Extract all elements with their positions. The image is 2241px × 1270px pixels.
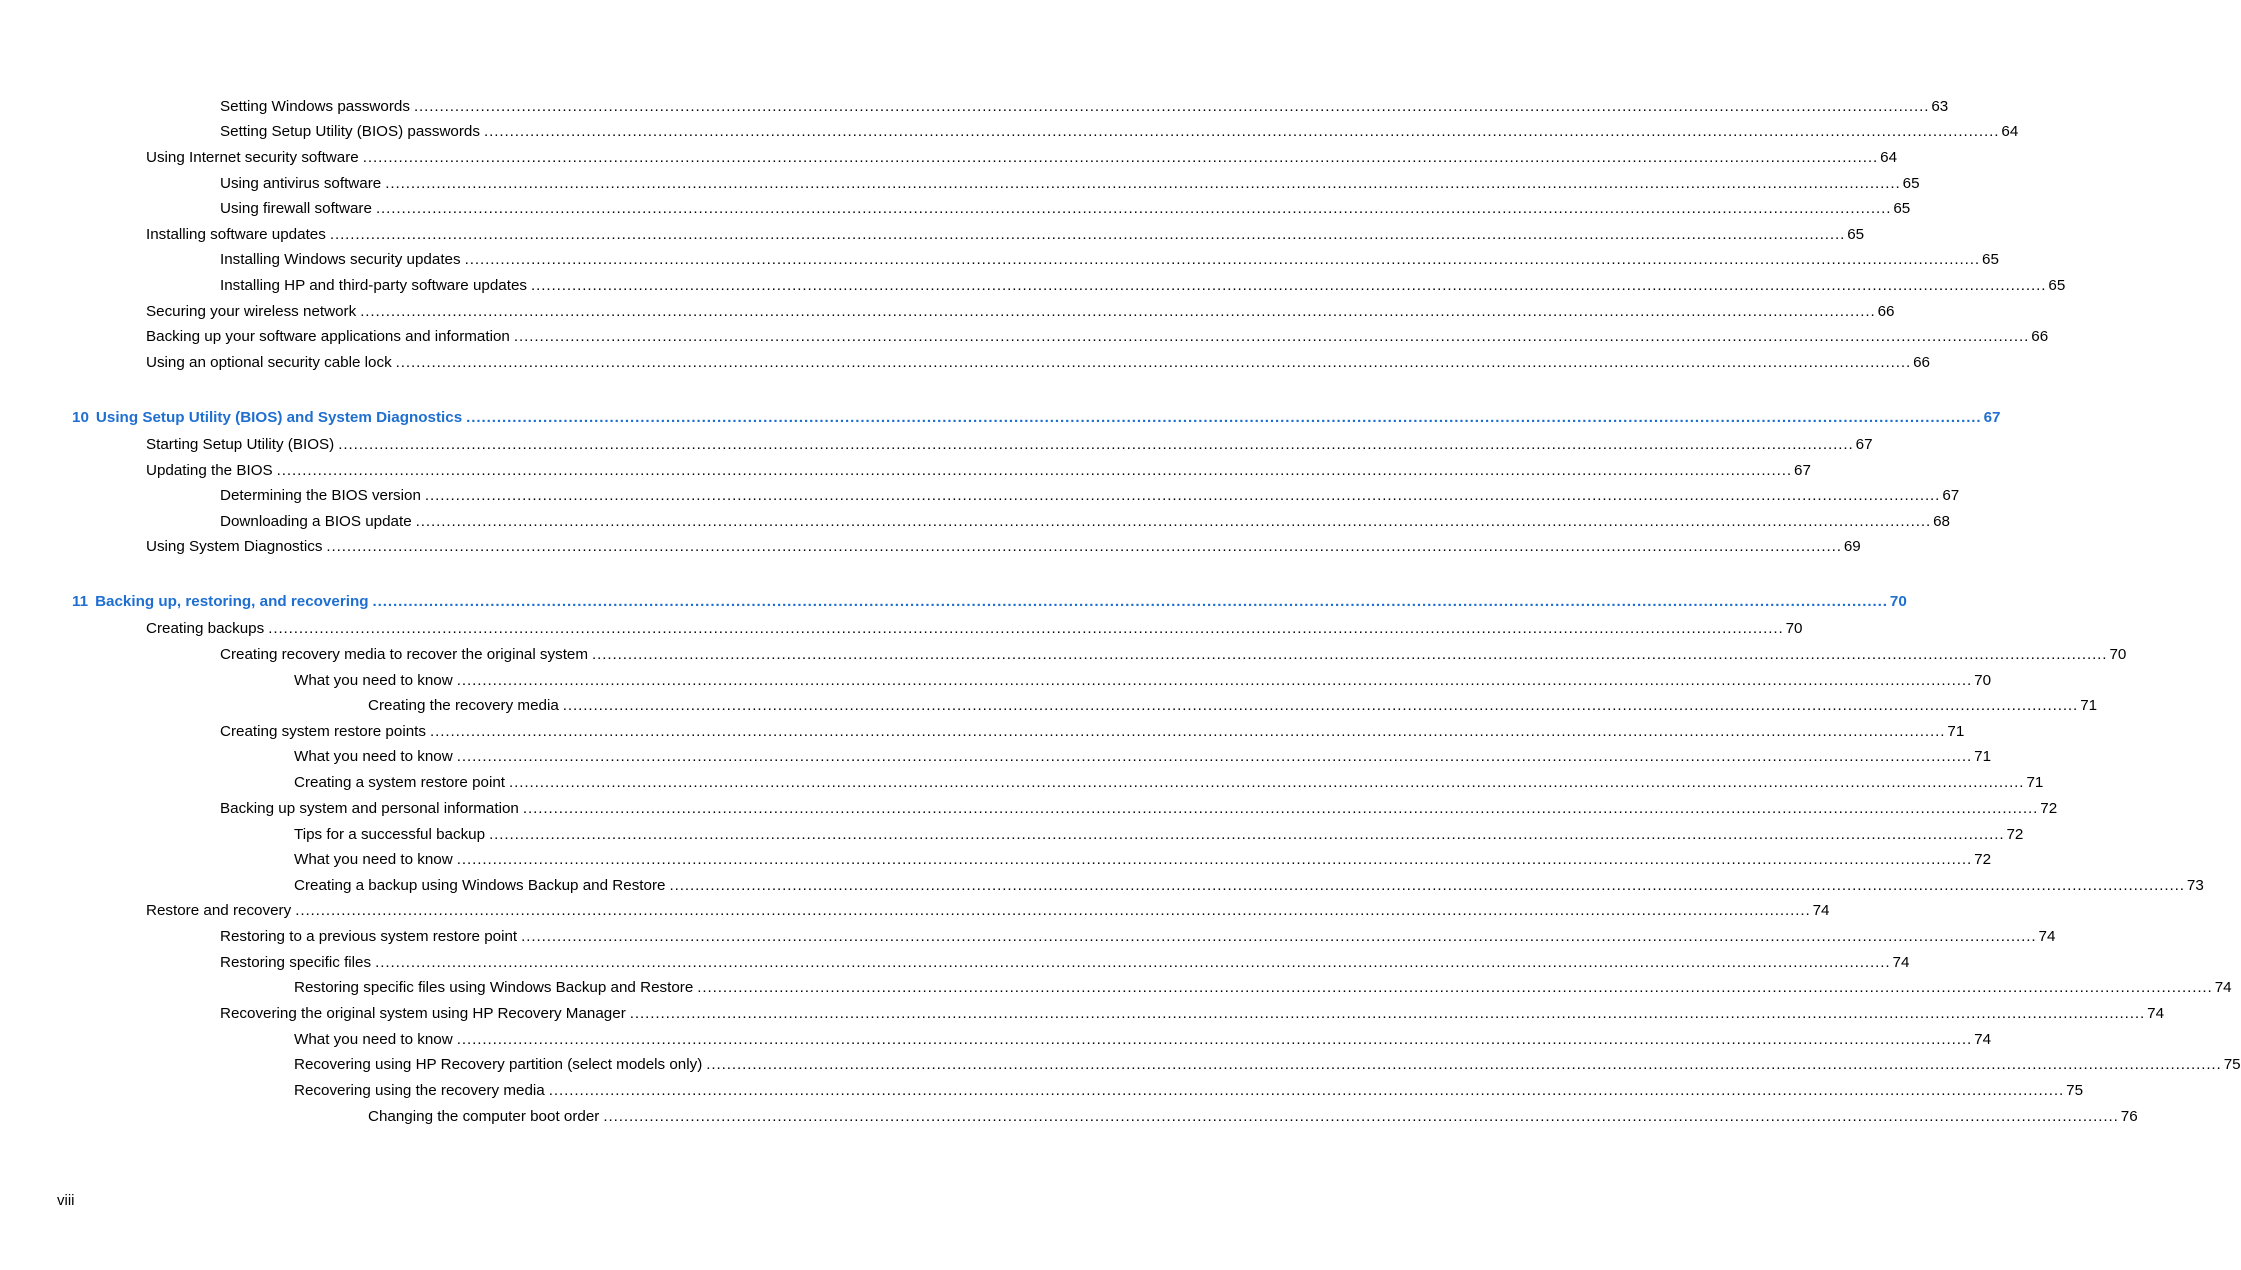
toc-entry[interactable] <box>0 435 1873 455</box>
toc-page-number: 68 <box>1933 513 1950 530</box>
toc-entry[interactable] <box>0 722 1965 742</box>
toc-dot-leader: ........................................................................................................................................................................................................................................................................................................ <box>295 902 1811 919</box>
toc-dot-leader: ........................................................................................................................................................................................................................................................................................................ <box>456 1031 1973 1048</box>
toc-entry-title: What you need to know <box>294 748 453 765</box>
toc-chapter-title <box>72 408 466 428</box>
toc-page-number: 71 <box>1947 723 1965 740</box>
toc-entry[interactable] <box>0 1030 1992 1050</box>
toc-entry[interactable] <box>0 486 1960 506</box>
toc-page-number: 73 <box>2186 877 2204 894</box>
toc-entry[interactable] <box>0 696 2098 716</box>
toc-entry[interactable] <box>0 327 2049 347</box>
toc-page-number: 65 <box>2048 277 2066 294</box>
toc-page-number: 74 <box>1892 954 1910 971</box>
toc-dot-leader: ........................................................................................................................................................................................................................................................................................................ <box>562 697 2079 714</box>
toc-page-number: 63 <box>1931 98 1949 115</box>
toc-entry-title: Backing up system and personal information <box>220 800 519 817</box>
toc-entry-title: Restoring specific files using Windows Backup and Restore <box>294 979 694 996</box>
toc-page-number: 70 <box>1889 593 1907 610</box>
toc-page-number: 67 <box>1855 436 1873 453</box>
toc-chapter-entry[interactable] <box>0 408 2001 428</box>
toc-dot-leader: ........................................................................................................................................................................................................................................................................................................ <box>375 954 1891 971</box>
toc-entry[interactable] <box>0 825 2024 845</box>
toc-entry[interactable] <box>0 799 2058 819</box>
toc-dot-leader: ........................................................................................................................................................................................................................................................................................................ <box>375 200 1892 217</box>
toc-entry[interactable] <box>0 850 1992 870</box>
toc-page-number: 75 <box>2223 1056 2241 1073</box>
toc-dot-leader: ........................................................................................................................................................................................................................................................................................................ <box>483 123 2000 140</box>
toc-page-number: 64 <box>2001 123 2019 140</box>
toc-page-number: 76 <box>2120 1108 2138 1125</box>
toc-entry-title: Setting Setup Utility (BIOS) passwords <box>220 123 480 140</box>
toc-dot-leader: ........................................................................................................................................................................................................................................................................................................ <box>592 646 2108 663</box>
toc-entry[interactable] <box>0 927 2056 947</box>
toc-page-number: 65 <box>1893 200 1911 217</box>
toc-dot-leader: ........................................................................................................................................................................................................................................................................................................ <box>268 620 1784 637</box>
toc-entry-title: Creating system restore points <box>220 723 426 740</box>
toc-entry[interactable] <box>0 1081 2084 1101</box>
toc-page-number: 72 <box>1974 851 1992 868</box>
toc-entry-title: Creating a backup using Windows Backup and Restore <box>294 877 666 894</box>
toc-dot-leader: ........................................................................................................................................................................................................................................................................................................ <box>429 723 1946 740</box>
toc-entry[interactable] <box>0 302 1895 322</box>
toc-dot-leader: ........................................................................................................................................................................................................................................................................................................ <box>706 1056 2222 1073</box>
toc-dot-leader: ........................................................................................................................................................................................................................................................................................................ <box>362 149 1879 166</box>
toc-chapter-number: 10 <box>72 409 89 426</box>
toc-entry[interactable] <box>0 97 1949 117</box>
toc-entry[interactable] <box>0 953 1910 973</box>
toc-dot-leader: ........................................................................................................................................................................................................................................................................................................ <box>338 436 1854 453</box>
toc-entry-title: Using System Diagnostics <box>146 538 323 555</box>
toc-entry[interactable] <box>0 174 1920 194</box>
toc-entry-title: Installing software updates <box>146 226 326 243</box>
toc-dot-leader: ........................................................................................................................................................................................................................................................................................................ <box>629 1005 2146 1022</box>
toc-chapter-number: 11 <box>72 593 89 610</box>
toc-entry[interactable] <box>0 250 1999 270</box>
toc-entry-title: Restoring to a previous system restore point <box>220 928 518 945</box>
toc-entry-title: Recovering using the recovery media <box>294 1082 545 1099</box>
toc-page-number: 67 <box>1942 487 1960 504</box>
toc-entry[interactable] <box>0 225 1865 245</box>
toc-entry[interactable] <box>0 199 1911 219</box>
toc-dot-leader: ........................................................................................................................................................................................................................................................................................................ <box>456 672 1973 689</box>
toc-dot-leader: ........................................................................................................................................................................................................................................................................................................ <box>456 851 1973 868</box>
toc-entry[interactable] <box>0 148 1898 168</box>
toc-entry[interactable] <box>0 1055 2241 1075</box>
toc-entry[interactable] <box>0 537 1861 557</box>
toc-page-number: 71 <box>2026 774 2044 791</box>
toc-entry-title: Securing your wireless network <box>146 303 357 320</box>
toc-page-number: 70 <box>1785 620 1803 637</box>
toc-entry-title: Creating the recovery media <box>368 697 559 714</box>
toc-entry[interactable] <box>0 619 1803 639</box>
toc-page-number: 74 <box>1812 902 1830 919</box>
toc-entry[interactable] <box>0 1107 2138 1127</box>
toc-dot-leader: ........................................................................................................................................................................................................................................................................................................ <box>464 251 1980 268</box>
toc-dot-leader: ........................................................................................................................................................................................................................................................................................................ <box>424 487 1941 504</box>
toc-entry-title: Installing HP and third-party software updates <box>220 277 528 294</box>
toc-entry[interactable] <box>0 645 2127 665</box>
toc-entry-title: Starting Setup Utility (BIOS) <box>146 436 335 453</box>
toc-entry-title: Backing up your software applications and information <box>146 328 510 345</box>
toc-dot-leader: ........................................................................................................................................................................................................................................................................................................ <box>521 928 2037 945</box>
toc-entry-title: Recovering the original system using HP Recovery Manager <box>220 1005 626 1022</box>
toc-page-number: 66 <box>1913 354 1930 371</box>
toc-page-number: 72 <box>2040 800 2058 817</box>
toc-page-number: 74 <box>2038 928 2056 945</box>
toc-page-number: 67 <box>1983 409 2001 426</box>
toc-dot-leader: ........................................................................................................................................................................................................................................................................................................ <box>329 226 1846 243</box>
toc-chapter-title-text: Using Setup Utility (BIOS) and System Diagnostics <box>95 409 463 426</box>
toc-page-number: 65 <box>1847 226 1865 243</box>
toc-dot-leader: ........................................................................................................................................................................................................................................................................................................ <box>509 774 2025 791</box>
toc-page-number: 64 <box>1880 149 1898 166</box>
toc-entry-title: Restoring specific files <box>220 954 372 971</box>
toc-dot-leader: ........................................................................................................................................................................................................................................................................................................ <box>489 826 2005 843</box>
toc-entry[interactable] <box>0 276 2066 296</box>
toc-dot-leader: ........................................................................................................................................................................................................................................................................................................ <box>548 1082 2065 1099</box>
toc-entry-title: Creating a system restore point <box>294 774 506 791</box>
toc-entry-title: Using firewall software <box>220 200 372 217</box>
toc-page-number: 69 <box>1843 538 1861 555</box>
toc-chapter-title <box>72 592 373 612</box>
toc-page-number: 74 <box>2147 1005 2165 1022</box>
toc-dot-leader: ........................................................................................................................................................................................................................................................................................................ <box>415 513 1932 530</box>
toc-dot-leader: ........................................................................................................................................................................................................................................................................................................ <box>531 277 2047 294</box>
toc-entry-title: Using antivirus software <box>220 175 382 192</box>
toc-entry[interactable] <box>0 901 1830 921</box>
toc-page-number: 74 <box>1974 1031 1992 1048</box>
toc-page-number: 65 <box>1982 251 1999 268</box>
toc-dot-leader: ........................................................................................................................................................................................................................................................................................................ <box>385 175 1901 192</box>
toc-page-number: 70 <box>1974 672 1992 689</box>
toc-entry[interactable] <box>0 978 2232 998</box>
toc-dot-leader: ........................................................................................................................................................................................................................................................................................................ <box>669 877 2185 894</box>
toc-entry-title: Recovering using HP Recovery partition (select models only) <box>294 1056 703 1073</box>
toc-entry-title: Using an optional security cable lock <box>146 354 392 371</box>
toc-entry-title: Downloading a BIOS update <box>220 513 412 530</box>
toc-dot-leader: ........................................................................................................................................................................................................................................................................................................ <box>413 98 1930 115</box>
toc-page-number: 70 <box>2109 646 2127 663</box>
toc-chapter-entry[interactable] <box>0 592 1907 612</box>
toc-page-number: 71 <box>1974 748 1992 765</box>
toc-entry-title: What you need to know <box>294 851 453 868</box>
toc-dot-leader: ........................................................................................................................................................................................................................................................................................................ <box>326 538 1842 555</box>
toc-page-number: 74 <box>2214 979 2232 996</box>
toc-entry-title: What you need to know <box>294 672 453 689</box>
toc-entry-title: What you need to know <box>294 1031 453 1048</box>
toc-entry[interactable] <box>0 773 2044 793</box>
toc-entry[interactable] <box>0 876 2204 896</box>
toc-entry[interactable] <box>0 747 1992 767</box>
toc-dot-leader: ........................................................................................................................................................................................................................................................................................................ <box>276 462 1793 479</box>
toc-entry[interactable] <box>0 671 1992 691</box>
toc-page-number: 75 <box>2066 1082 2084 1099</box>
toc-entry-title: Setting Windows passwords <box>220 98 410 115</box>
toc-dot-leader: ........................................................................................................................................................................................................................................................................................................ <box>395 354 1912 371</box>
toc-dot-leader: ........................................................................................................................................................................................................................................................................................................ <box>466 409 1982 426</box>
toc-entry-title: Tips for a successful backup <box>294 826 486 843</box>
toc-dot-leader: ........................................................................................................................................................................................................................................................................................................ <box>603 1108 2119 1125</box>
toc-entry[interactable] <box>0 122 2019 142</box>
toc-page-number: 66 <box>2031 328 2049 345</box>
toc-dot-leader: ........................................................................................................................................................................................................................................................................................................ <box>456 748 1973 765</box>
toc-dot-leader: ........................................................................................................................................................................................................................................................................................................ <box>513 328 2030 345</box>
toc-page-number: 72 <box>2006 826 2024 843</box>
toc-entry[interactable] <box>0 461 1811 481</box>
toc-chapter-title-text: Backing up, restoring, and recovering <box>95 593 369 610</box>
toc-page-number: 65 <box>1902 175 1920 192</box>
toc-entry-title: Installing Windows security updates <box>220 251 461 268</box>
toc-entry[interactable] <box>0 1004 2165 1024</box>
toc-entry-title: Restore and recovery <box>146 902 292 919</box>
toc-entry-title: Changing the computer boot order <box>368 1108 600 1125</box>
toc-page-number: 71 <box>2080 697 2098 714</box>
toc-page-number: 66 <box>1877 303 1895 320</box>
page-number: viii <box>57 1192 75 1209</box>
toc-dot-leader: ........................................................................................................................................................................................................................................................................................................ <box>360 303 1876 320</box>
toc-entry[interactable] <box>0 512 1950 532</box>
toc-dot-leader: ........................................................................................................................................................................................................................................................................................................ <box>522 800 2039 817</box>
toc-entry-title: Determining the BIOS version <box>220 487 421 504</box>
toc-page-number: 67 <box>1794 462 1811 479</box>
toc-entry-title: Creating recovery media to recover the original system <box>220 646 589 663</box>
toc-entry-title: Creating backups <box>146 620 265 637</box>
toc-dot-leader: ........................................................................................................................................................................................................................................................................................................ <box>697 979 2213 996</box>
toc-dot-leader: ........................................................................................................................................................................................................................................................................................................ <box>372 593 1888 610</box>
toc-entry-title: Updating the BIOS <box>146 462 273 479</box>
toc-entry[interactable] <box>0 353 1930 373</box>
toc-entry-title: Using Internet security software <box>146 149 359 166</box>
